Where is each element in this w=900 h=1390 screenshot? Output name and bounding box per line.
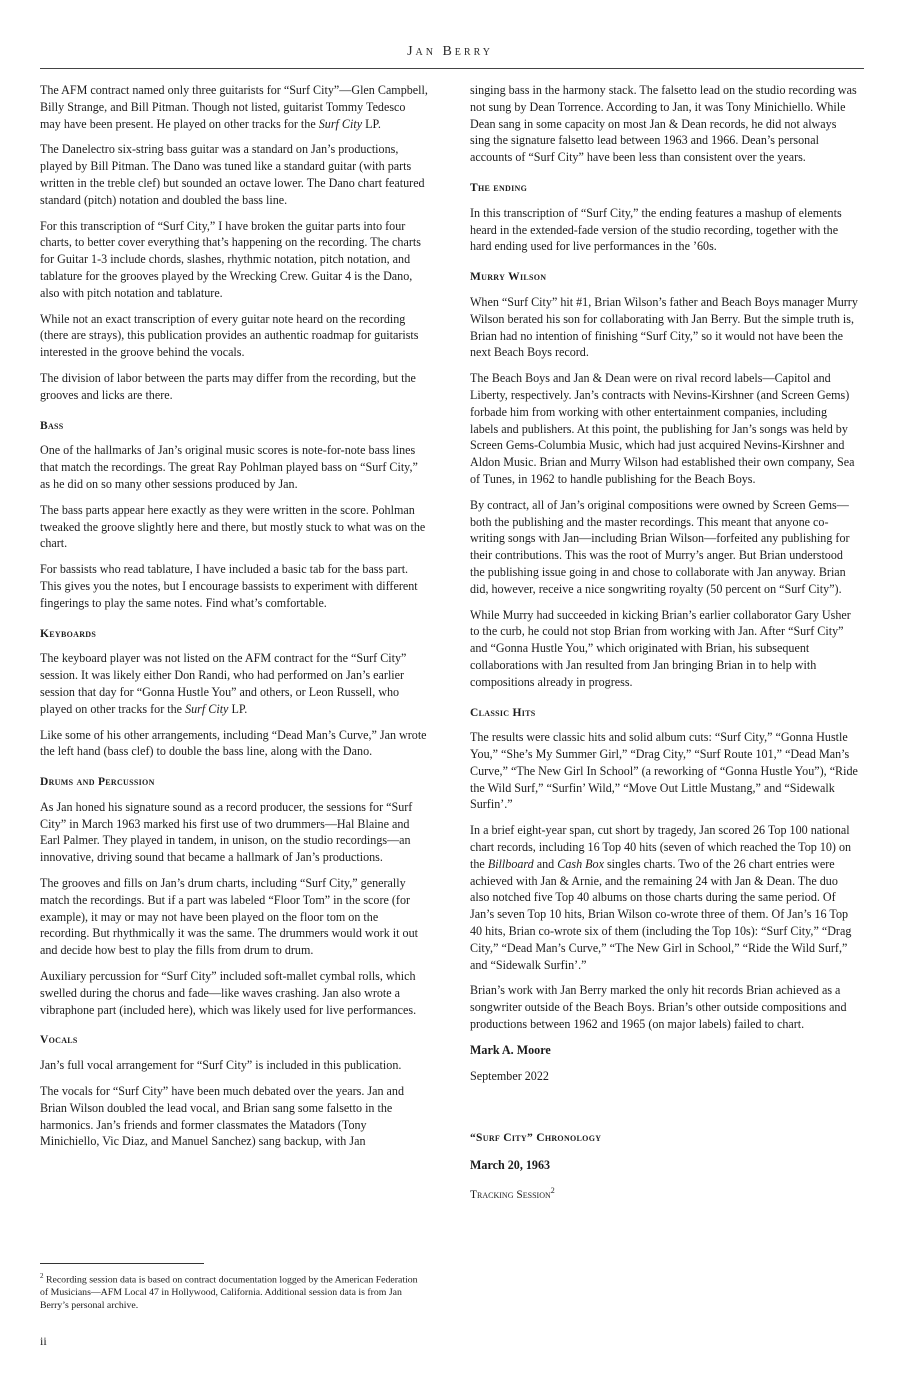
footnote-ref[interactable]: 2 [550, 1186, 555, 1196]
section-heading-murry-wilson: Murry Wilson [470, 271, 547, 284]
paragraph: When “Surf City” hit #1, Brian Wilson’s father and Beach Boys manager Murry Wilson berated his son for collaborating with Jan Berry. But the simple truth is, Brian had no intention of finishing “Surf City,” so it would not have been the next Beach Boys record. [470, 294, 858, 360]
paragraph: While not an exact transcription of every guitar note heard on the recording (there are strays), this publication provides an authentic roadmap for guitarists interested in the groove behind the vocals. [40, 311, 419, 360]
paragraph: The Beach Boys and Jan & Dean were on rival record labels—Capitol and Liberty, respectively. Jan’s contracts with Nevins-Kirshner (and Screen Gems) forbade him from working with other entertainment companies, including labels and publishers. At this point, the publishing for Jan’s songs was held by Screen Gems-Columbia Music, which had just acquired Nevins-Kirshner and Aldon Music. Brian and Murry Wilson had established their own company, Sea of Tunes, in 1962 to handle publishing for the Beach Boys. [470, 371, 855, 486]
section-heading-keyboards: Keyboards [40, 627, 97, 640]
signature-date: September 2022 [470, 1068, 549, 1083]
paragraph: For bassists who read tablature, I have included a basic tab for the bass part. This gives you the notes, but I encourage bassists to experiment with different fingerings to play the same notes. Find what’s comfortable. [40, 562, 418, 610]
paragraph: While Murry had succeeded in kicking Brian’s earlier collaborator Gary Usher to the curb, he could not stop Brian from working with Jan. After “Surf City” and “Gonna Hustle You,” which originated with Brian, his subsequent collaborations with Jan resulted from Jan bringing Brian in to help with compositions already in progress. [470, 607, 851, 689]
chronology-heading: “Surf City” Chronology [470, 1132, 602, 1145]
section-heading-bass: Bass [40, 419, 64, 432]
paragraph: The division of labor between the parts may differ from the recording, but the grooves and licks are there. [40, 370, 416, 402]
paragraph: The grooves and fills on Jan’s drum charts, including “Surf City,” generally match the recordings. But if a part was labeled “Floor Tom” in the score (for example), it may or may not have been played on the floor tom on the recording. But rhythmically it was the same. The drummers would work it out and decide how best to play the fills from drum to drum. [40, 876, 418, 958]
paragraph: The vocals for “Surf City” have been much debated over the years. Jan and Brian Wilson doubled the lead vocal, and Brian sang some falsetto in the harmonics. Jan’s friends and former classmates the Matadors (Tony Minichiello, Vic Diaz, and Manuel Sanchez) sang backup, with Jan [40, 1084, 405, 1149]
footnote: $^2$ Recording session data is based on contract documentation logged by the American Federation of Musicians—AFM Local 47 in Hollywood, California. Additional session data is from Jan Berry’s personal archive. [40, 1272, 418, 1311]
section-heading-drums: Drums and Percussion [40, 776, 155, 789]
section-heading-ending: The ending [470, 181, 528, 194]
section-heading-vocals: Vocals [40, 1034, 78, 1047]
paragraph: The AFM contract named only three guitarists for “Surf City”—Glen Campbell, Billy Strange, and Bill Pitman. Though not listed, guitarist Tommy Tedesco may have been present. He played on other tracks for the Surf City LP. [40, 83, 428, 131]
chronology-item: Tracking Session$^2$ [470, 1186, 555, 1201]
header-rule [40, 68, 864, 69]
paragraph: For this transcription of “Surf City,” I have broken the guitar parts into four charts, to better cover everything that’s happening on the recording. The charts for Guitar 1-3 include chords, slashes, rhythmic notation, pitch notation, and tablature for the grooves played by the Wrecking Crew. Guitar 4 is the Dano, also with pitch notation and tablature. [40, 218, 421, 300]
paragraph: Auxiliary percussion for “Surf City” included soft-mallet cymbal rolls, which swelled during the chorus and fade—like waves crashing. Jan also wrote a vibraphone part (included here), which was likely used for live performances. [40, 969, 417, 1017]
paragraph: As Jan honed his signature sound as a record producer, the sessions for “Surf City” in March 1963 marked his first use of two drummers—Hal Blaine and Earl Palmer. They played in tandem, in unison, on the studio recordings—an innovative, driving sound that became a hallmark of Jan’s productions. [40, 799, 413, 865]
paragraph: The bass parts appear here exactly as they were written in the score. Pohlman tweaked the groove slightly here and there, but mostly stuck to what was on the chart. [40, 502, 426, 551]
chronology-date: March 20, 1963 [470, 1158, 551, 1173]
paragraph: By contract, all of Jan’s original compositions were owned by Screen Gems—both the publishing and the master recordings. This meant that anyone co-writing songs with Jan—including Brian Wilson—forfeited any publishing for their contributions. This was the root of Murry’s anger. But Brian understood the publishing issue going in and chose to collaborate with Jan anyway. Brian did, however, receive a nice songwriting royalty (50 percent on “Surf City”). [470, 497, 850, 596]
paragraph: In this transcription of “Surf City,” the ending features a mashup of elements heard in the extended-fade version of the studio recording, together with the hard ending used for live performances in the ’60s. [470, 205, 842, 254]
paragraph: singing bass in the harmony stack. The falsetto lead on the studio recording was not sung by Dean Torrence. According to Jan, it was Tony Minichiello. While Dean sang in some capacity on most Jan & Dean records, he did not always sing the signature falsetto lead between 1963 and 1966. Dean’s personal accounts of “Surf City” have been less than consistent over the years. [470, 83, 857, 165]
paragraph: Jan’s full vocal arrangement for “Surf City” is included in this publication. [40, 1058, 402, 1073]
paragraph: In a brief eight-year span, cut short by tragedy, Jan scored 26 Top 100 national chart records, including 16 Top 40 hits (seven of which reached the Top 10) on the Billboard and Cash Box singles charts. Two of the 26 chart entries were achieved with Jan & Arnie, and the remaining 24 with Jan & Dean. The duo also notched five Top 40 albums on those charts during the same period. Of Jan’s seven Top 10 hits, Brian Wilson co-wrote three of them. Of Jan’s 16 Top 40 hits, Brian co-wrote six of them (including the Top 10s): “Surf City,” “Drag City,” “Dead Man’s Curve,” “The New Girl in School,” “Ride the Wild Surf,” and “Sidewalk Surfin’.” [470, 823, 852, 972]
author-signature: Mark A. Moore [470, 1042, 551, 1057]
paragraph: One of the hallmarks of Jan’s original music scores is note-for-note bass lines that match the recordings. The great Ray Pohlman played bass on “Surf City,” as he did on so many other sessions produced by Jan. [40, 443, 418, 491]
footnote-marker: 2 [40, 1272, 44, 1280]
right-column [470, 82, 858, 1213]
paragraph: The Danelectro six-string bass guitar was a standard on Jan’s productions, played by Bill Pitman. The Dano was tuned like a standard guitar (with parts written in the treble clef) but sounded an octave lower. The Dano chart featured standard (pitch) notation and doubled the bass line. [40, 142, 425, 207]
page-number: ii [40, 1334, 47, 1348]
section-heading-classic-hits: Classic Hits [470, 706, 536, 719]
running-head: Jan Berry [407, 44, 493, 59]
paragraph: The keyboard player was not listed on the AFM contract for the “Surf City” session. It was likely either Don Randi, who had performed on Jan’s earlier session that day for “Gonna Hustle You” and others, or Leon Russell, who played on other tracks for the Surf City LP. [40, 651, 407, 716]
paragraph: The results were classic hits and solid album cuts: “Surf City,” “Gonna Hustle You,” “She’s My Summer Girl,” “Drag City,” “Surf Route 101,” “Dead Man’s Curve,” “The New Girl In School” (a reworking of “Gonna Hustle You”), “Ride the Wild Surf,” “Surfin’ Wild,” “Move Out Little Mustang,” and “Sidewalk Surfin’.” [470, 730, 858, 812]
footnote-rule [40, 1263, 204, 1264]
paragraph: Like some of his other arrangements, including “Dead Man’s Curve,” Jan wrote the left hand (bass clef) to double the bass line, along with the Dano. [40, 727, 427, 759]
paragraph: Brian’s work with Jan Berry marked the only hit records Brian achieved as a songwriter outside of the Beach Boys. Brian’s other outside compositions and productions between 1962 and 1965 (on major labels) failed to chart. [470, 983, 847, 1032]
left-column [40, 82, 428, 1159]
